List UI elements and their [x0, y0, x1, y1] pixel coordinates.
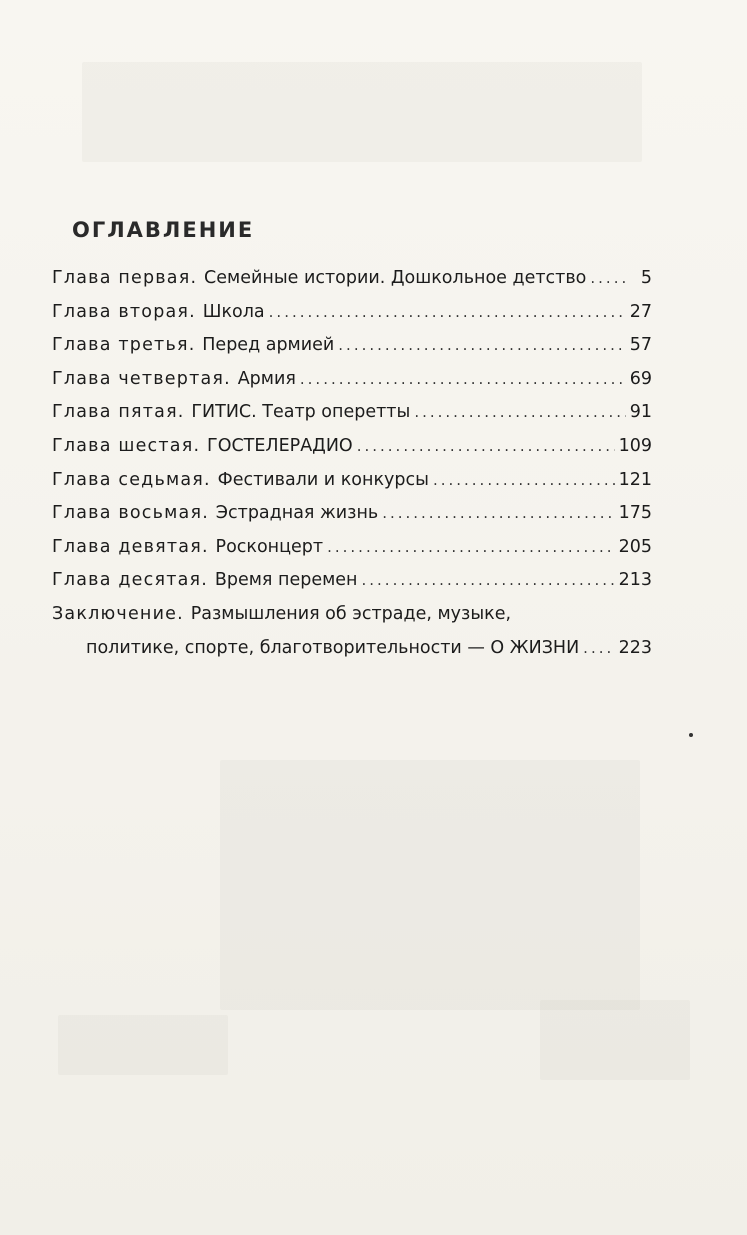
toc-entry-3 [52, 335, 652, 369]
chapter-separator: . [224, 368, 230, 389]
toc-entry-title [52, 470, 429, 490]
dot-leader [269, 303, 626, 321]
conclusion-line-1 [52, 604, 652, 638]
page-number: 121 [618, 469, 652, 490]
conclusion-title-line-2: политике, спорте, благотворительности — О ЖИЗНИ [86, 637, 580, 658]
chapter-label: Глава шестая [52, 435, 194, 456]
page-number: 213 [618, 570, 652, 591]
table-of-contents [52, 268, 652, 671]
toc-heading: ОГЛАВЛЕНИЕ [72, 218, 255, 242]
chapter-separator: . [202, 503, 208, 524]
chapter-title: Армия [237, 368, 296, 389]
toc-entry-7 [52, 470, 652, 504]
toc-entry-6 [52, 436, 652, 470]
dot-leader [382, 504, 614, 522]
chapter-label: Глава седьмая [52, 469, 205, 490]
chapter-title: Семейные истории. Дошкольное детство [204, 268, 587, 288]
dot-leader [327, 538, 614, 556]
chapter-title: ГИТИС. Театр оперетты [191, 402, 411, 423]
toc-entry-title [52, 436, 353, 456]
conclusion-separator: . [177, 603, 183, 624]
dot-leader [357, 437, 615, 455]
toc-entry-title [52, 369, 296, 389]
chapter-separator: . [188, 335, 195, 356]
toc-entry-2 [52, 302, 652, 336]
bleed-through-block [58, 1015, 228, 1075]
chapter-separator: . [177, 402, 184, 423]
toc-entry-1 [52, 268, 652, 302]
chapter-title: Время перемен [214, 570, 358, 591]
toc-entry-title [52, 402, 410, 422]
chapter-label: Глава девятая [52, 536, 202, 557]
chapter-separator: . [189, 301, 195, 322]
bleed-through-block [540, 1000, 690, 1080]
dot-leader [414, 403, 625, 421]
page-number: 109 [618, 435, 652, 456]
toc-entry-title [52, 302, 265, 322]
toc-entry-title [52, 537, 323, 557]
chapter-label: Глава четвертая [52, 368, 225, 389]
toc-entry-title [52, 268, 586, 288]
toc-entry-title [52, 503, 378, 523]
toc-entry-title [52, 335, 334, 355]
chapter-separator: . [201, 536, 208, 557]
bleed-through-block [220, 760, 640, 1010]
toc-entry-title [52, 570, 358, 590]
toc-entry-10 [52, 570, 652, 604]
toc-entry-8 [52, 503, 652, 537]
dot-leader [300, 370, 626, 388]
toc-entry-9 [52, 537, 652, 571]
page-number: 205 [618, 536, 652, 557]
page-number: 27 [629, 301, 652, 322]
chapter-label: Глава пятая [52, 402, 178, 423]
bleed-through-block [82, 62, 642, 162]
dot-leader [583, 639, 614, 657]
chapter-title: Фестивали и конкурсы [217, 469, 429, 490]
conclusion-line-2 [52, 638, 652, 672]
conclusion-title-line-1: Размышления об эстраде, музыке, [190, 603, 512, 624]
dot-leader [338, 336, 625, 354]
chapter-title: Школа [202, 301, 265, 322]
chapter-separator: . [204, 469, 210, 490]
page-number: 91 [629, 402, 652, 423]
toc-entry-5 [52, 402, 652, 436]
chapter-title: ГОСТЕЛЕРАДИО [207, 435, 353, 456]
chapter-label: Глава восьмая [52, 503, 203, 524]
conclusion-label: Заключение [52, 603, 178, 624]
page-number: 223 [618, 637, 652, 658]
dot-leader [433, 471, 615, 489]
chapter-label: Глава третья [52, 335, 189, 356]
page-number: 57 [629, 335, 652, 356]
chapter-title: Эстрадная жизнь [215, 503, 379, 524]
chapter-separator: . [193, 435, 200, 456]
toc-entry-conclusion [52, 604, 652, 671]
dot-leader [590, 269, 630, 287]
toc-entry-4 [52, 369, 652, 403]
chapter-label: Глава вторая [52, 301, 190, 322]
chapter-label: Глава первая [52, 268, 191, 288]
chapter-separator: . [201, 570, 207, 591]
ink-speck [689, 733, 693, 737]
dot-leader [362, 571, 615, 589]
page-number: 5 [640, 268, 652, 288]
chapter-separator: . [190, 268, 197, 288]
chapter-title: Росконцерт [215, 536, 324, 557]
chapter-label: Глава десятая [52, 570, 202, 591]
chapter-title: Перед армией [202, 335, 335, 356]
page-number: 175 [618, 503, 652, 524]
page-number: 69 [629, 368, 652, 389]
